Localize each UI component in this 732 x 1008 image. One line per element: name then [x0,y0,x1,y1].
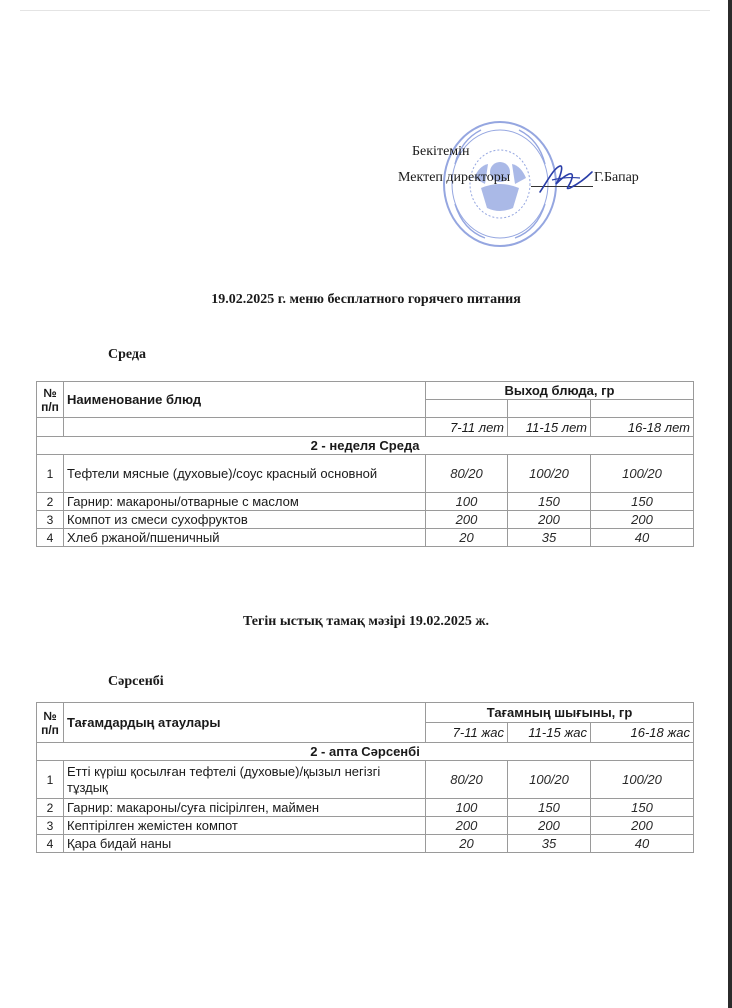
portion-7-11: 100 [426,799,508,817]
header-output: Выход блюда, гр [426,382,694,400]
header-num: № п/п [37,382,64,418]
header-dish-name: Тағамдардың атаулары [64,703,426,743]
portion-16-18: 100/20 [591,455,694,493]
portion-7-11: 200 [426,817,508,835]
portion-16-18: 150 [591,799,694,817]
menu-kz-title: Тегін ыстық тамақ мәзірі 19.02.2025 ж. [243,614,489,629]
portion-11-15: 200 [508,511,591,529]
portion-16-18: 40 [591,529,694,547]
approval-position: Мектеп директоры [398,170,511,185]
age-col-3: 16-18 лет [591,418,694,437]
portion-11-15: 35 [508,835,591,853]
table-row [37,529,694,547]
dish-name: Кептірілген жемістен компот [64,817,426,835]
header-dish-name: Наименование блюд [64,382,426,418]
row-index: 4 [37,529,64,547]
portion-11-15: 150 [508,493,591,511]
portion-7-11: 100 [426,493,508,511]
portion-7-11: 20 [426,529,508,547]
dish-name: Компот из смеси сухофруктов [64,511,426,529]
menu-ru-table [36,381,694,547]
menu-kz-table [36,702,694,853]
age-col-1: 7-11 жас [426,723,508,743]
portion-16-18: 150 [591,493,694,511]
row-index: 2 [37,799,64,817]
header-blank [426,400,508,418]
dish-name: Тефтели мясные (духовые)/соус красный основной [64,455,426,493]
header-blank [591,400,694,418]
header-blank [508,400,591,418]
header-num: № п/п [37,703,64,743]
portion-7-11: 20 [426,835,508,853]
portion-7-11: 80/20 [426,761,508,799]
section-row: 2 - неделя Среда [37,437,694,455]
menu-ru-day: Среда [108,347,147,362]
dish-name: Гарнир: макароны/суға пісірілген, маймен [64,799,426,817]
row-index: 3 [37,817,64,835]
portion-7-11: 80/20 [426,455,508,493]
row-index: 3 [37,511,64,529]
page-right-edge [728,0,732,1008]
age-col-2: 11-15 лет [508,418,591,437]
portion-11-15: 150 [508,799,591,817]
portion-11-15: 100/20 [508,761,591,799]
row-index: 1 [37,761,64,799]
portion-11-15: 100/20 [508,455,591,493]
dish-name: Хлеб ржаной/пшеничный [64,529,426,547]
approval-signer: Г.Бапар [594,170,639,185]
portion-16-18: 200 [591,511,694,529]
portion-11-15: 200 [508,817,591,835]
table-row [37,835,694,853]
age-col-2: 11-15 жас [508,723,591,743]
age-col-3: 16-18 жас [591,723,694,743]
portion-7-11: 200 [426,511,508,529]
page-top-edge [20,10,710,11]
age-col-1: 7-11 лет [426,418,508,437]
section-row: 2 - апта Сәрсенбі [37,743,694,761]
row-index: 4 [37,835,64,853]
table-row [37,761,694,799]
menu-kz-day: Сәрсенбі [108,674,164,689]
approval-title: Бекітемін [412,144,470,159]
dish-name: Қара бидай наны [64,835,426,853]
dish-name: Гарнир: макароны/отварные с маслом [64,493,426,511]
table-row [37,799,694,817]
portion-11-15: 35 [508,529,591,547]
table-row [37,493,694,511]
table-row [37,511,694,529]
signature-icon [530,160,600,200]
table-row [37,455,694,493]
menu-ru-title: 19.02.2025 г. меню бесплатного горячего питания [211,292,521,307]
portion-16-18: 40 [591,835,694,853]
age-blank [37,418,64,437]
row-index: 1 [37,455,64,493]
header-output: Тағамның шығыны, гр [426,703,694,723]
portion-16-18: 200 [591,817,694,835]
portion-16-18: 100/20 [591,761,694,799]
table-row [37,817,694,835]
dish-name: Етті күріш қосылған тефтелі (духовые)/қызыл негізгі тұздық [64,761,426,799]
age-blank [64,418,426,437]
row-index: 2 [37,493,64,511]
